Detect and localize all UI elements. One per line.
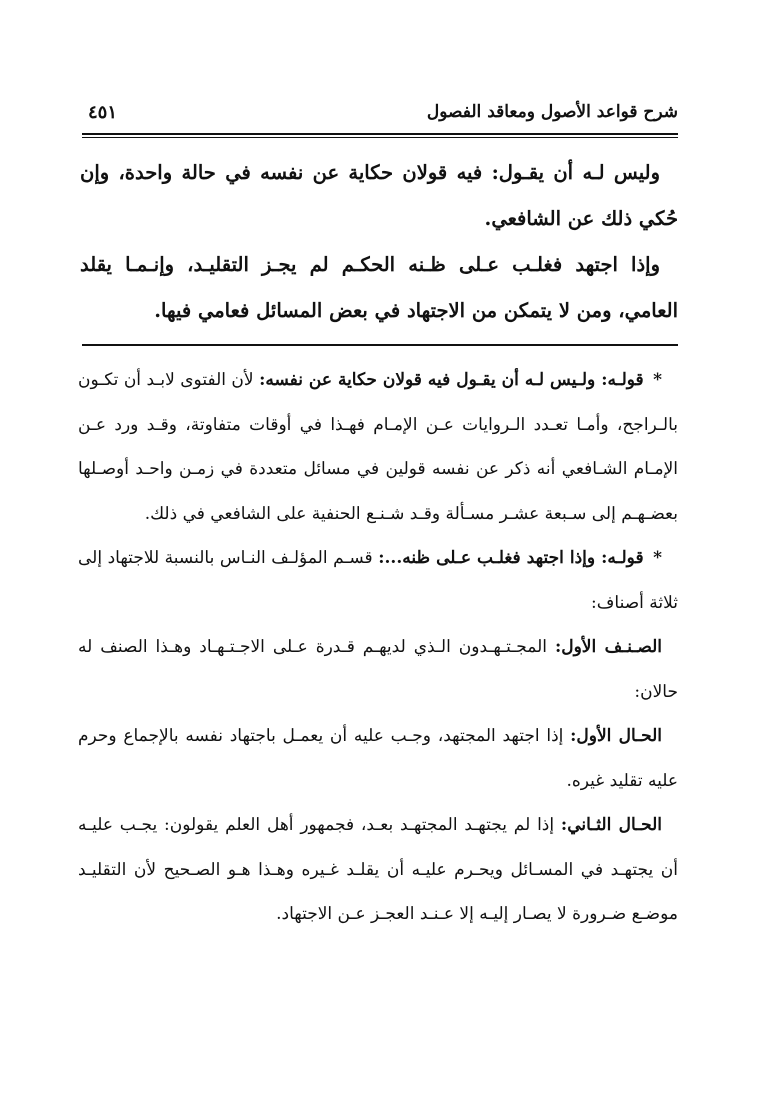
commentary-lead-2: قولـه: وإذا اجتهد فغلـب عـلى ظنه...: — [378, 548, 644, 568]
main-paragraph-1: وليس لـه أن يقـول: فيه قولان حكاية عن نفسه في حالة واحدة، وإن حُكي ذلك عن الشافعي. — [80, 161, 678, 230]
main-text-block — [80, 150, 678, 334]
running-title: شرح قواعد الأصول ومعاقد الفصول — [426, 102, 678, 122]
commentary-paragraph-3 — [78, 625, 678, 714]
asterisk-marker: * — [653, 548, 662, 568]
page-header — [82, 96, 678, 136]
commentary-lead-3: الصـنـف الأول: — [554, 637, 662, 657]
header-rule — [82, 133, 678, 138]
commentary-paragraph-5 — [78, 803, 678, 937]
page-number: ٤٥١ — [88, 102, 118, 123]
separator-rule — [82, 344, 678, 346]
commentary-text-5: إذا لم يجتهـد المجتهـد بعـد، فجمهور أهل العلم يقولون: يجـب عليـه أن يجتهـد في المسـائل ويحـرم عليـه أن يقلـد غـيره وهـذا هـو الصـحيح لأن التقليـد موضـع ضـرورة لا يصـار إليـه إلا عـنـد العجـز عـن الاجتهاد. — [78, 815, 678, 924]
commentary-paragraph-1 — [78, 358, 678, 536]
commentary-paragraph-4 — [78, 714, 678, 803]
commentary-text-2: قسـم المؤلـف النـاس بالنسبة للاجتهاد إلى ثلاثة أصناف: — [78, 548, 678, 613]
commentary-lead-4: الحـال الأول: — [570, 726, 663, 746]
commentary-paragraph-2 — [78, 536, 678, 625]
commentary-text-4: إذا اجتهد المجتهد، وجـب عليه أن يعمـل باجتهاد نفسه بالإجماع وحرم عليه تقليد غيره. — [78, 726, 678, 791]
asterisk-marker: * — [653, 370, 662, 390]
main-paragraph-2: وإذا اجتهد فغلـب عـلى ظـنه الحكـم لم يجـز التقليـد، وإنـمـا يقلد العامي، ومن لا يتمكن من الاجتهاد في بعض المسائل فعامي فيها. — [80, 253, 678, 322]
commentary-block — [78, 358, 678, 937]
commentary-lead-5: الحـال الثـاني: — [560, 815, 663, 835]
commentary-lead-1: قولـه: ولـيس لـه أن يقـول فيه قولان حكاية عن نفسه: — [259, 370, 644, 390]
commentary-text-1: لأن الفتوى لابـد أن تكـون بالـراجح، وأمـا تعـدد الـروايات عـن الإمـام فهـذا في أوقات متفاوتة، وقـد ورد عـن الإمـام الشـافعي أنه ذكر عن نفسه قولين في مسائل متعددة في زمـن واحـد أوصـلها بعضـهـم إلى سـبعة عشـر مسـألة وقـد شـنـع الحنفية على الشافعي في ذلك. — [78, 370, 678, 524]
commentary-text-3: المجـتـهـدون الـذي لديهـم قـدرة عـلى الاجـتـهـاد وهـذا الصنف له حالان: — [78, 637, 678, 702]
